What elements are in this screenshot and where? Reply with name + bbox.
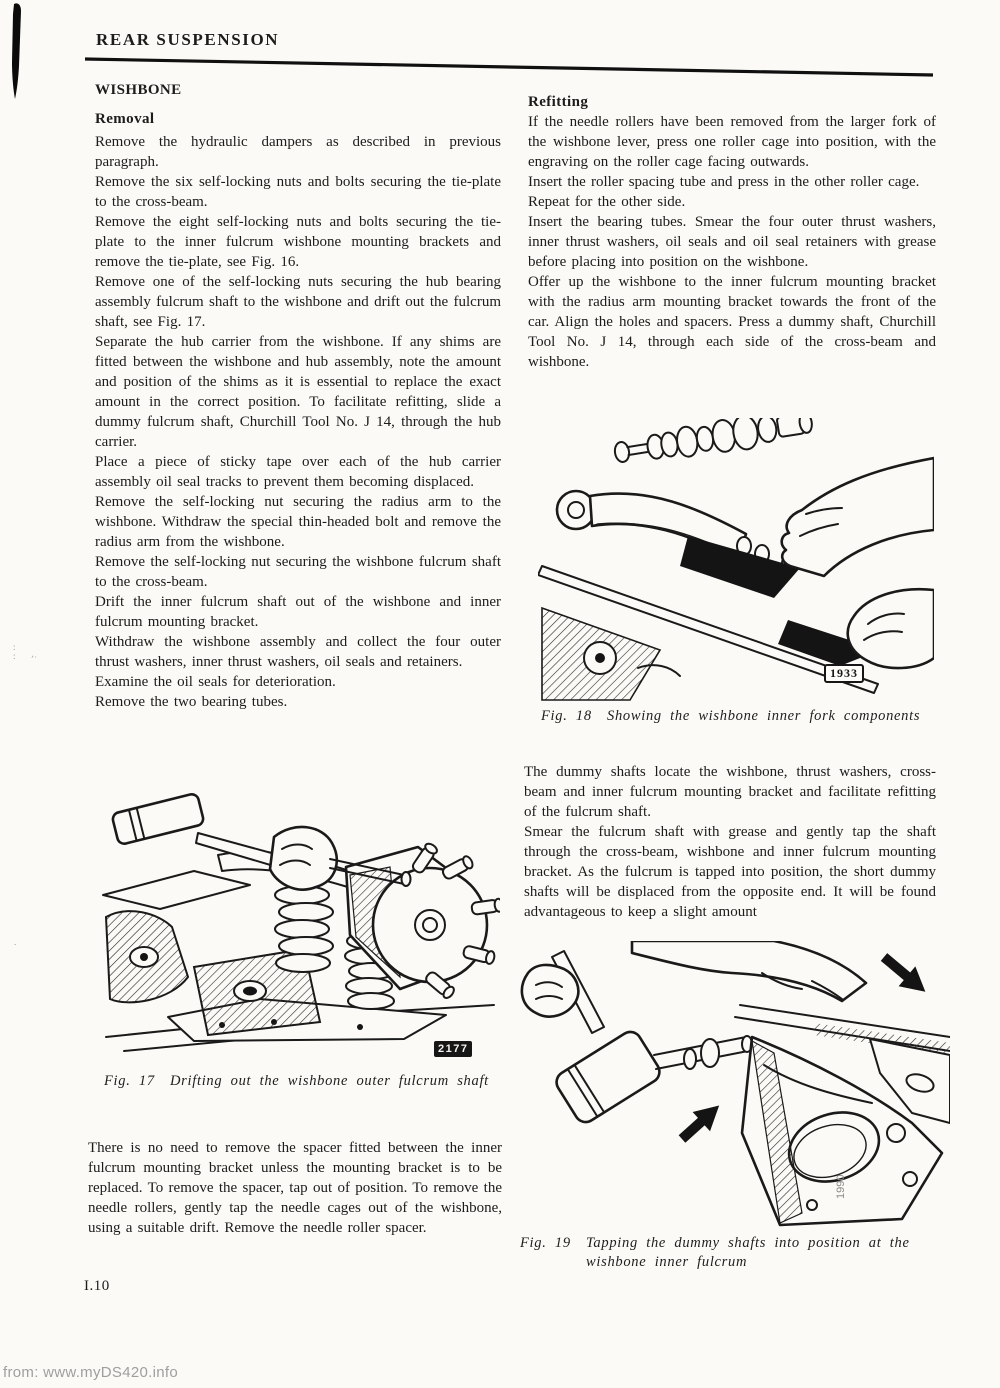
page-number: I.10 [84, 1278, 110, 1294]
removal-paragraph: Remove the self-locking nut securing the radius arm to the wishbone. Withdraw the special thin-headed bolt and remove the radius arm from the wishbone. [95, 494, 501, 550]
removal-paragraph: Withdraw the wishbone assembly and collect the four outer thrust washers, inner thrust washers, oil seals and retainers. [95, 634, 501, 670]
left-column [95, 80, 501, 712]
fig19-plate-number: 1990 [835, 1174, 847, 1199]
fig18-caption-text: Showing the wishbone inner fork components [607, 708, 921, 724]
refitting-paragraph: Insert the bearing tubes. Smear the four outer thrust washers, inner thrust washers, oil seals and oil seal retainers with grease before placing into position on the wishbone. [528, 214, 936, 270]
washer-stack [612, 418, 814, 470]
scan-speck: ʼʿ [28, 653, 38, 665]
fig18-caption-label: Fig. 18 [541, 708, 592, 724]
removal-paragraph: Remove one of the self-locking nuts securing the hub bearing assembly fulcrum shaft to the wishbone and drift out the fulcrum shaft, see Fig. 17. [95, 274, 501, 330]
header-rule [85, 55, 933, 77]
fig17-illustration [98, 775, 500, 1065]
fig19-caption-text: Tapping the dummy shafts into position at the wishbone inner fulcrum [586, 1235, 910, 1270]
hammer-icon [111, 793, 286, 869]
refitting-paragraph: Insert the roller spacing tube and press in the other roller cage. [528, 174, 920, 190]
removal-paragraph: Remove the self-locking nut securing the wishbone fulcrum shaft to the cross-beam. [95, 554, 501, 590]
hand [522, 965, 578, 1017]
section-title-wishbone: WISHBONE [95, 82, 182, 98]
hand [270, 827, 337, 890]
arrow-icon [876, 947, 934, 1002]
scan-binding-mark [6, 2, 28, 106]
fig19-illustration [512, 941, 950, 1231]
fig18-illustration [538, 418, 934, 702]
body-paragraph: There is no need to remove the spacer fitted between the inner fulcrum mounting bracket unless the mounting bracket is to be replaced. To remove the spacer, tap out of position. To remove the needle rollers, gently tap the needle cages out of the wishbone, using a suitable drift. Remove the needle roller spacer. [88, 1140, 502, 1236]
fig19-drawing [512, 941, 950, 1231]
body-paragraph: The dummy shafts locate the wishbone, thrust washers, cross-beam and inner fulcrum mounting bracket and facilitate refitting of the fulcrum shaft. [524, 764, 936, 820]
removal-paragraph: Remove the hydraulic dampers as described in previous paragraph. [95, 134, 501, 170]
page-title: REAR SUSPENSION [96, 30, 280, 49]
removal-paragraph: Place a piece of sticky tape over each of the hub carrier assembly oil seal tracks to prevent them becoming displaced. [95, 454, 501, 490]
removal-paragraph: Examine the oil seals for deterioration. [95, 674, 336, 690]
scan-speck: : : [13, 642, 16, 661]
fig17-caption-text: Drifting out the wishbone outer fulcrum shaft [170, 1073, 489, 1089]
fig18-drawing [538, 418, 934, 702]
fig19-caption-label: Fig. 19 [520, 1235, 571, 1251]
body-paragraph: Smear the fulcrum shaft with grease and gently tap the shaft through the cross-beam, wishbone and inner fulcrum mounting bracket. As the fulcrum is tapped into position, the short dummy shafts will be displaced from the opposite end. It will be found advantageous to keep a slight amount [524, 824, 936, 920]
fig19-caption [520, 1234, 944, 1272]
fig17-caption-label: Fig. 17 [104, 1073, 155, 1089]
fig17-plate-number: 2177 [434, 1041, 472, 1057]
removal-paragraph: Remove the six self-locking nuts and bolts securing the tie-plate to the cross-beam. [95, 174, 501, 210]
fig18-caption [541, 707, 937, 726]
refitting-paragraph: If the needle rollers have been removed from the larger fork of the wishbone lever, press one roller cage into position, with the engraving on the roller cage facing outwards. [528, 114, 936, 170]
removal-paragraph: Drift the inner fulcrum shaft out of the wishbone and inner fulcrum mounting bracket. [95, 594, 501, 630]
removal-paragraph: Remove the two bearing tubes. [95, 694, 288, 710]
refitting-paragraph: Repeat for the other side. [528, 194, 686, 210]
right-column [528, 92, 936, 372]
watermark: from: www.myDS420.info [3, 1364, 178, 1381]
removal-paragraph: Remove the eight self-locking nuts and bolts securing the tie-plate to the inner fulcrum wishbone mounting brackets and remove the tie-plate, see Fig. 16. [95, 214, 501, 270]
heading-refitting: Refitting [528, 94, 589, 110]
mallet-icon [552, 1028, 663, 1126]
spacer-paragraph-block [88, 1138, 502, 1238]
refitting-paragraph: Offer up the wishbone to the inner fulcrum mounting bracket with the radius arm mounting bracket towards the front of the car. Align the holes and spacers. Press a dummy shaft, Churchill Tool No. J 14, through each side of the cross-beam and wishbone. [528, 274, 936, 370]
removal-paragraph: Separate the hub carrier from the wishbone. If any shims are fitted between the wishbone and hub assembly, note the amount and position of the shims as it is essential to replace the exact amount in the correct position. To facilitate refitting, slide a dummy fulcrum shaft, Churchill Tool No. J 14, through the hub carrier. [95, 334, 501, 450]
fig17-caption [104, 1072, 504, 1091]
arrow-icon [673, 1096, 728, 1149]
fig17-drawing [98, 775, 500, 1065]
dummy-shaft-paragraphs [524, 762, 936, 922]
fig18-plate-number: 1933 [824, 664, 864, 683]
heading-removal: Removal [95, 111, 155, 127]
scan-speck: . [14, 937, 17, 947]
